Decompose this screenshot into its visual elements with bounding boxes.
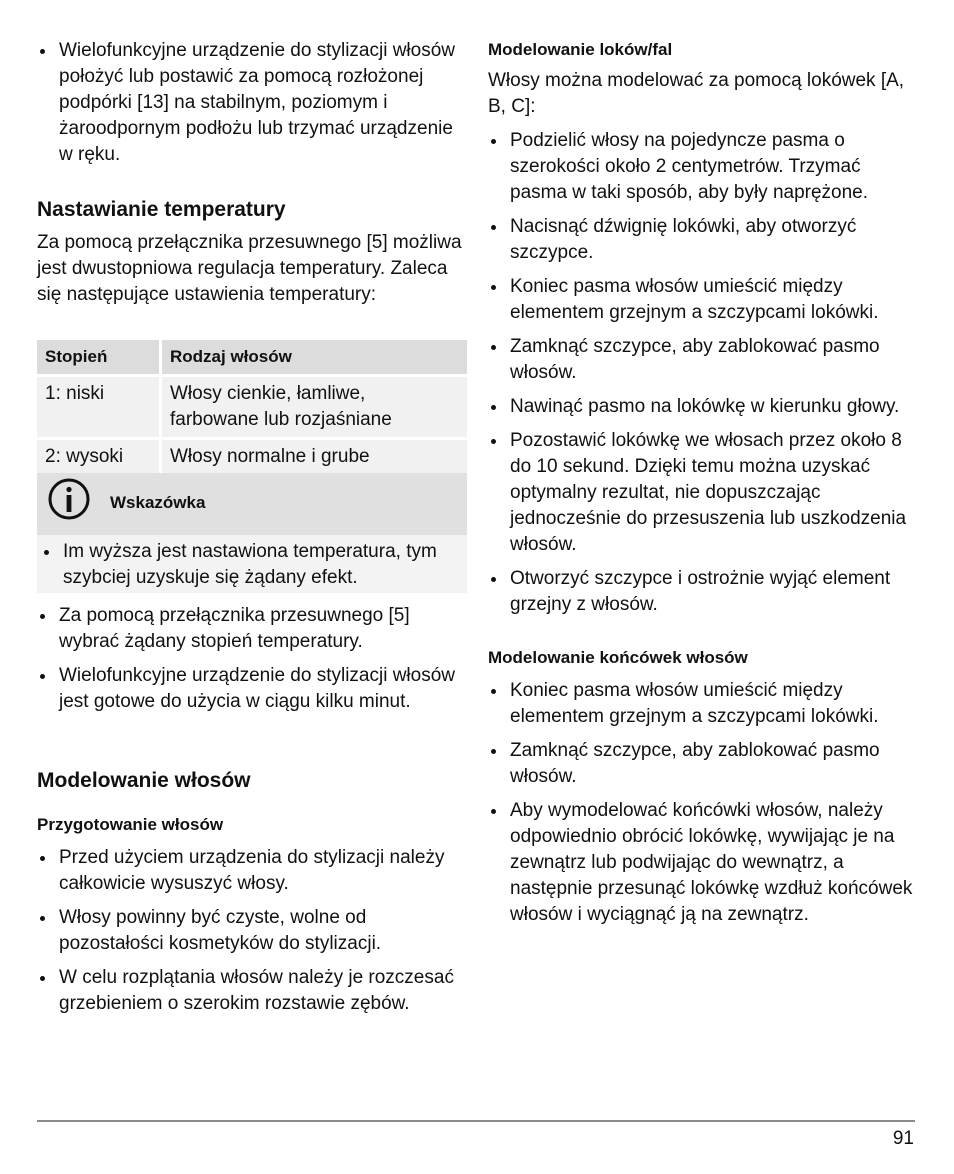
ends-heading: Modelowanie końcówek włosów (488, 648, 748, 667)
table-cell: Włosy cienkie, łamliwe, farbowane lub rozjaśniane (162, 377, 467, 437)
temperature-heading: Nastawianie temperatury (37, 198, 286, 221)
table-cell: 2: wysoki (37, 440, 162, 474)
list-item: Im wyższa jest nastawiona temperatura, tym szybciej uzyskuje się żądany efekt. (41, 539, 457, 591)
note-body (37, 535, 467, 593)
curls-paragraph: Włosy można modelować za pomocą lokówek [A, B, C]: (488, 70, 905, 117)
list-item: Podzielić włosy na pojedyncze pasma o szerokości około 2 centymetrów. Trzymać pasma w taki sposób, aby były naprężone. (488, 128, 918, 206)
list-item: Nawinąć pasmo na lokówkę w kierunku głowy. (488, 394, 918, 420)
list-item: Nacisnąć dźwignię lokówki, aby otworzyć szczypce. (488, 214, 918, 266)
temperature-table (37, 337, 467, 477)
list-item: W celu rozplątania włosów należy je rozczesać grzebieniem o szerokim rozstawie zębów. (37, 965, 467, 1017)
table-header-cell: Rodzaj włosów (162, 340, 467, 374)
table-row (37, 440, 467, 474)
note-bullet-list (41, 539, 457, 591)
intro-bullet-list (37, 38, 467, 176)
table-cell: Włosy normalne i grube (162, 440, 467, 474)
table-cell: 1: niski (37, 377, 162, 437)
table-header-row (37, 340, 467, 374)
list-item: Wielofunkcyjne urządzenie do stylizacji włosów położyć lub postawić za pomocą rozłożonej podpórki [13] na stabilnym, poziomym i żaroodpornym podłożu lub trzymać urządzenie w ręku. (37, 38, 467, 168)
note-header (37, 473, 467, 535)
info-icon (47, 477, 91, 521)
ends-bullet-list (488, 678, 918, 936)
list-item: Włosy powinny być czyste, wolne od pozostałości kosmetyków do stylizacji. (37, 905, 467, 957)
page-number: 91 (892, 1128, 914, 1149)
note-title: Wskazówka (110, 493, 206, 512)
list-item: Koniec pasma włosów umieścić między elementem grzejnym a szczypcami lokówki. (488, 274, 918, 326)
note-box (37, 473, 467, 593)
temperature-paragraph: Za pomocą przełącznika przesuwnego [5] możliwa jest dwustopniowa regulacja temperatury. Zaleca się następujące ustawienia temperatury: (37, 232, 462, 305)
preparation-heading: Przygotowanie włosów (37, 815, 224, 834)
list-item: Koniec pasma włosów umieścić między elementem grzejnym a szczypcami lokówki. (488, 678, 918, 730)
table-header-cell: Stopień (37, 340, 162, 374)
preparation-bullet-list (37, 845, 467, 1025)
list-item: Wielofunkcyjne urządzenie do stylizacji włosów jest gotowe do użycia w ciągu kilku minut. (37, 663, 467, 715)
styling-heading: Modelowanie włosów (37, 769, 251, 792)
table-row (37, 377, 467, 437)
curls-bullet-list (488, 128, 918, 626)
list-item: Pozostawić lokówkę we włosach przez około 8 do 10 sekund. Dzięki temu można uzyskać optymalny rezultat, nie dopuszczając jednocześnie do przesuszenia lub uszkodzenia włosów. (488, 428, 918, 558)
curls-heading: Modelowanie loków/fal (488, 40, 673, 59)
after-note-bullet-list (37, 603, 467, 723)
list-item: Aby wymodelować końcówki włosów, należy odpowiednio obrócić lokówkę, wywijając je na zewnątrz lub podwijając do wewnątrz, a następnie przesunąć lokówkę wzdłuż końcówek włosów i wyciągnąć ją na zewnątrz. (488, 798, 918, 928)
footer-divider (37, 1120, 915, 1122)
list-item: Przed użyciem urządzenia do stylizacji należy całkowicie wysuszyć włosy. (37, 845, 467, 897)
list-item: Otworzyć szczypce i ostrożnie wyjąć element grzejny z włosów. (488, 566, 918, 618)
list-item: Zamknąć szczypce, aby zablokować pasmo włosów. (488, 334, 918, 386)
list-item: Zamknąć szczypce, aby zablokować pasmo włosów. (488, 738, 918, 790)
list-item: Za pomocą przełącznika przesuwnego [5] wybrać żądany stopień temperatury. (37, 603, 467, 655)
